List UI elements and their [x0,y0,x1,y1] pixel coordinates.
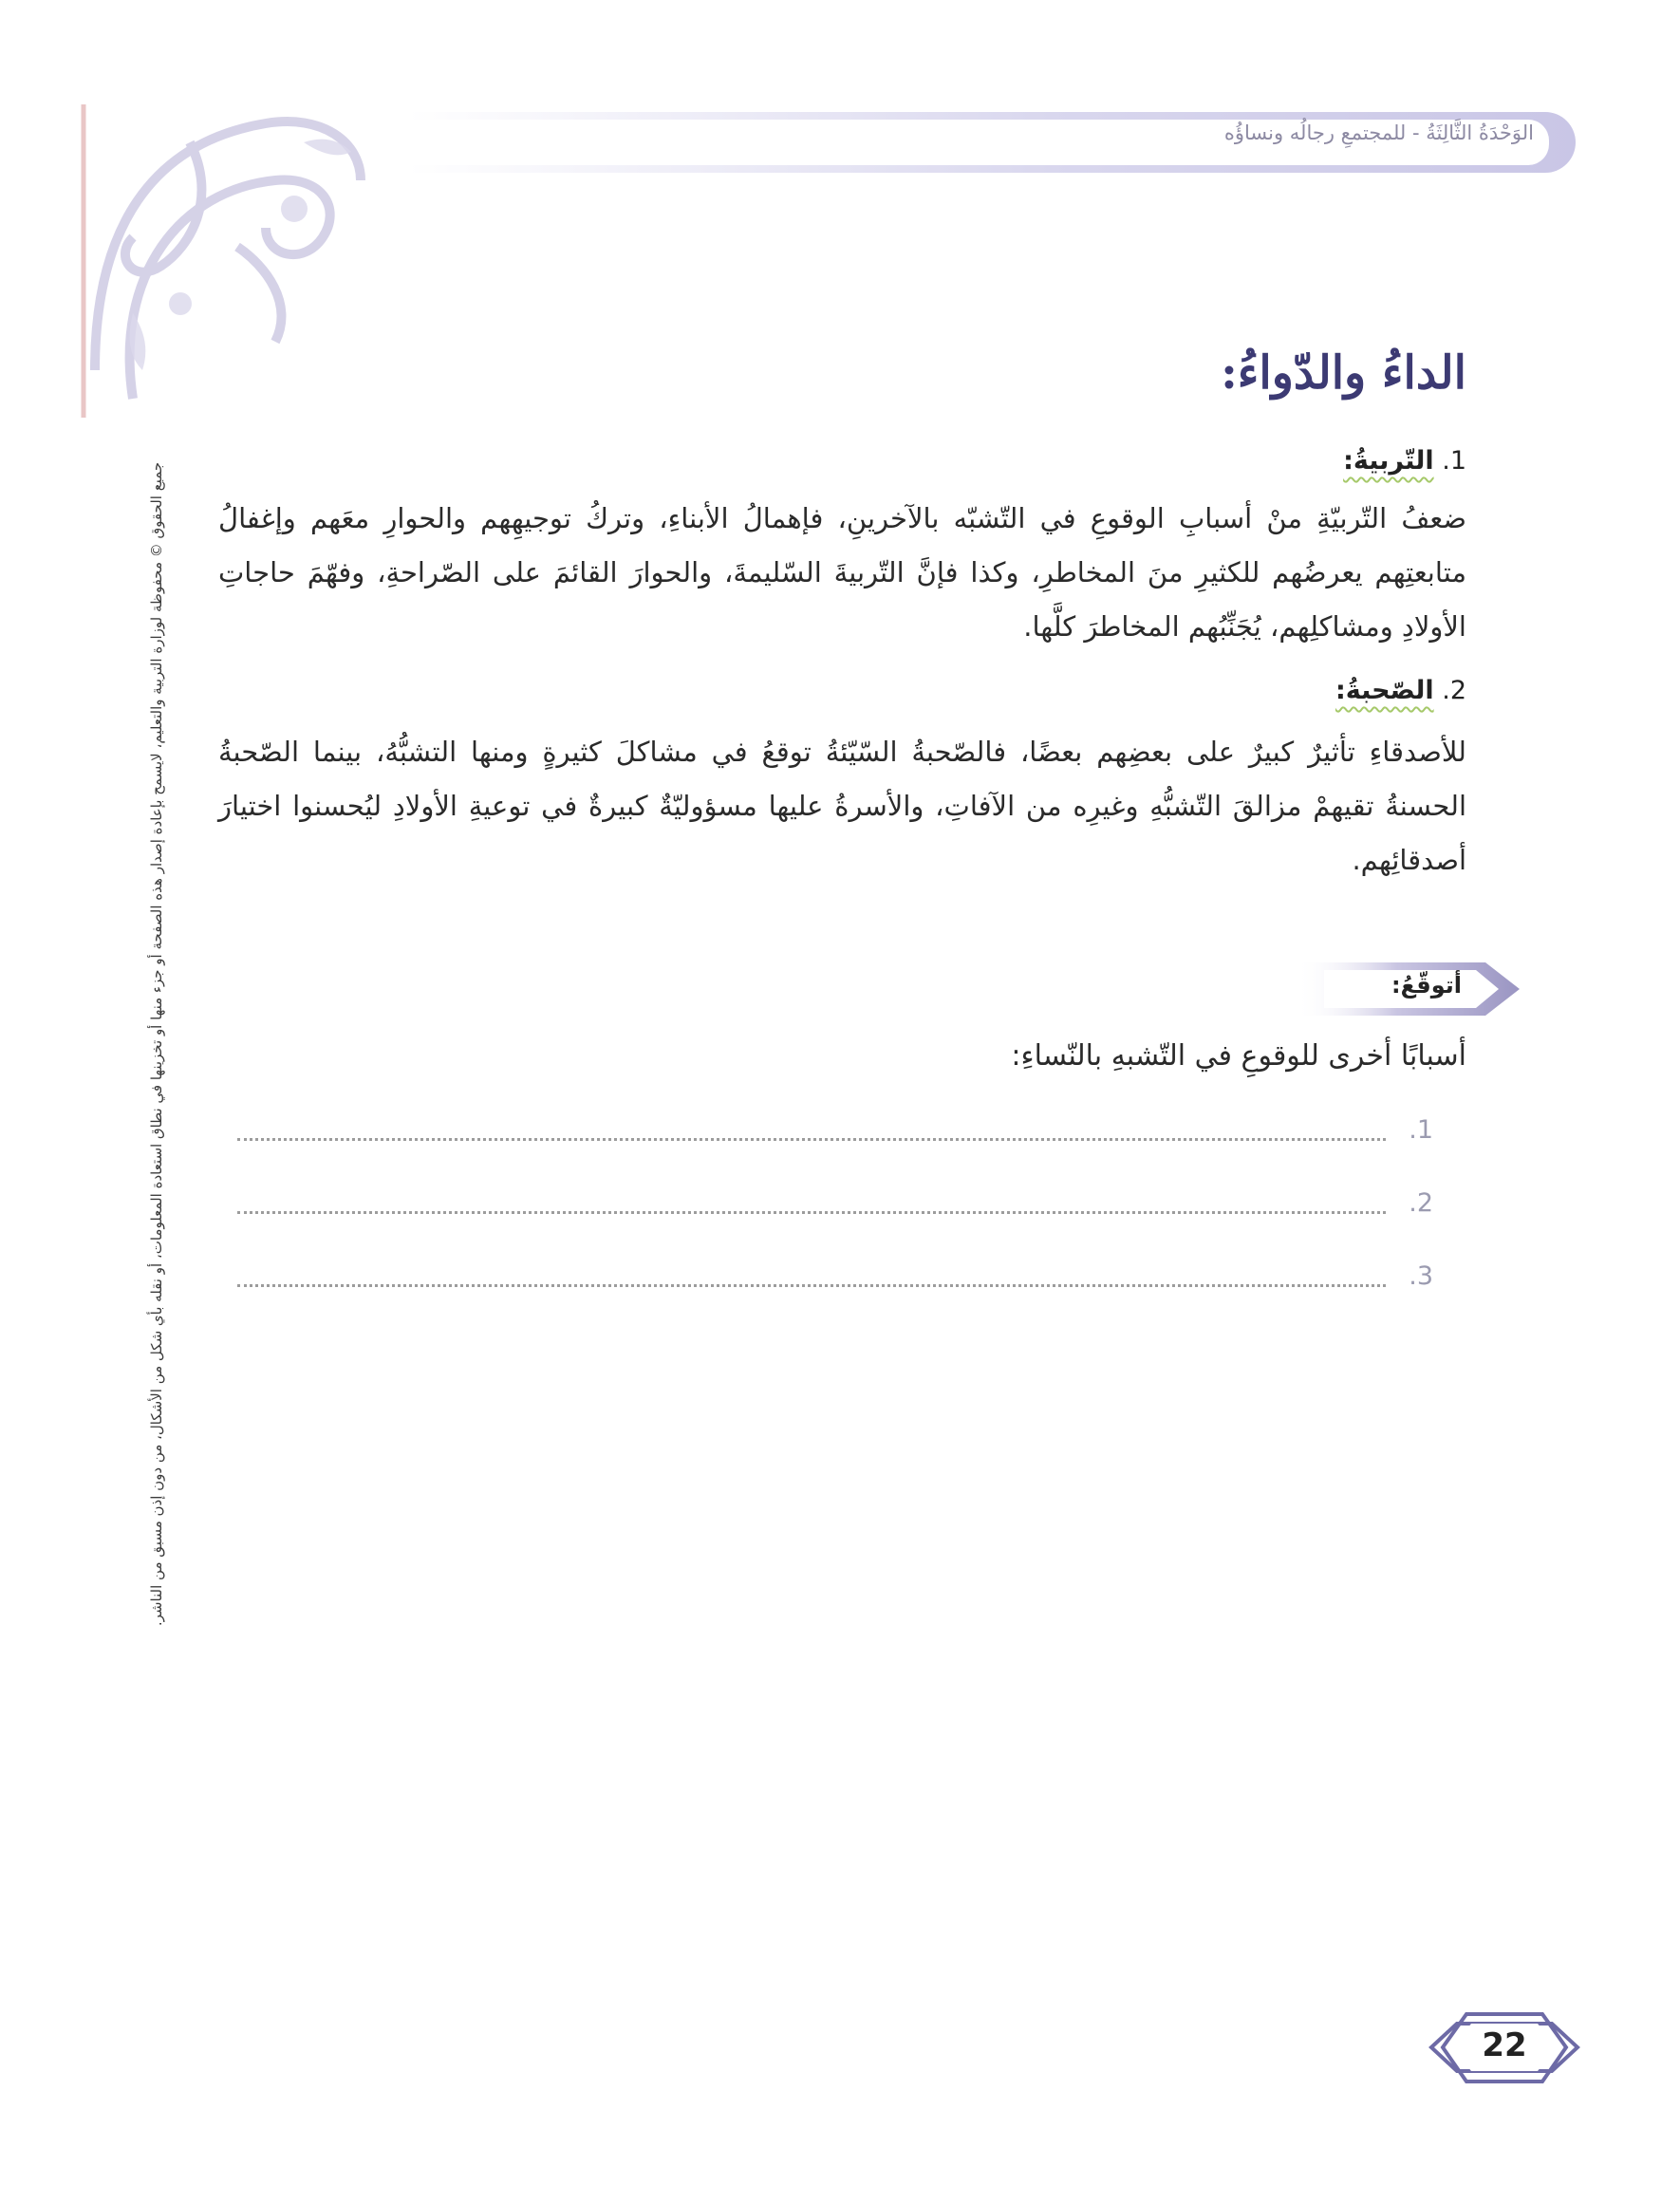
item-1-label: التّربيةُ: [1343,446,1434,476]
item-2-text: للأصدقاءِ تأثيرٌ كبيرٌ على بعضِهم بعضًا، فالصّحبةُ السّيّئةُ توقعُ في مشاكلَ كثيرةٍ ومنها التشبُّهُ، بينما الصّحبةُ الحسنةُ تقيهمْ مزالقَ التّشبُّهِ وغيرِه من الآفاتِ، والأسرةُ عليها مسؤوليّةٌ كبيرةٌ في توعيةِ الأولادِ ليُحسنوا اختيارَ أصدقائِهم. [218,736,1466,876]
item-1-heading [1343,446,1466,476]
answer-line-3[interactable] [237,1257,1433,1295]
dotted-line-3 [237,1284,1386,1287]
item-2-label: الصّحبةُ: [1335,676,1434,705]
item-2-paragraph [218,725,1466,887]
copyright-notice: جميع الحقوق © محفوظة لوزارة التربية والتعليم، لايسمح بإعادة إصدار هذه الصفحة أو جزء منها أو تخزينها في نطاق استعادة المعلومات، أو نقله بأي شكل من الأشكال، من دون إذن مسبق من الناشر. [148,461,165,1627]
item-2-heading [1335,676,1466,705]
answer-line-1[interactable] [237,1111,1433,1148]
dotted-line-1 [237,1138,1386,1141]
answer-number-3: 3. [1409,1261,1433,1291]
item-1-text: ضعفُ التّربيّةِ منْ أسبابِ الوقوعِ في التّشبّه بالآخرينِ، فإهمالُ الأبناءِ، وتركُ توجيهِهم والحوارِ معَهم وإغفالُ متابعتِهم يعرضُهم للكثيرِ منَ المخاطرِ، وكذا فإنَّ التّربيةَ السّليمةَ، والحوارَ القائمَ على الصّراحةِ، وفهّمَ حاجاتِ الأولادِ ومشاكلِهم، يُجَنِّبُهم المخاطرَ كلَّها. [218,502,1466,643]
answer-number-2: 2. [1409,1188,1433,1218]
page-number: 22 [1482,2026,1527,2064]
unit-header-title: الوَحْدَةُ الثَّالِثَةُ - للمجتمعِ رجالُه ونساؤُه [1223,121,1534,144]
item-1-paragraph [218,492,1466,654]
dotted-line-2 [237,1211,1386,1214]
answer-number-1: 1. [1409,1115,1433,1145]
unit-header-bar [408,112,1576,173]
predict-intro: أسبابًا أخرى للوقوعِ في التّشبهِ بالنّساءِ: [1011,1039,1466,1073]
section-title: الداءُ والدّواءُ: [1221,346,1466,400]
item-2-number: 2. [1442,676,1466,705]
predict-label: أتوقّعُ: [1391,972,1462,999]
item-1-number: 1. [1442,446,1466,476]
answer-line-2[interactable] [237,1184,1433,1222]
corner-ornament [76,85,418,427]
